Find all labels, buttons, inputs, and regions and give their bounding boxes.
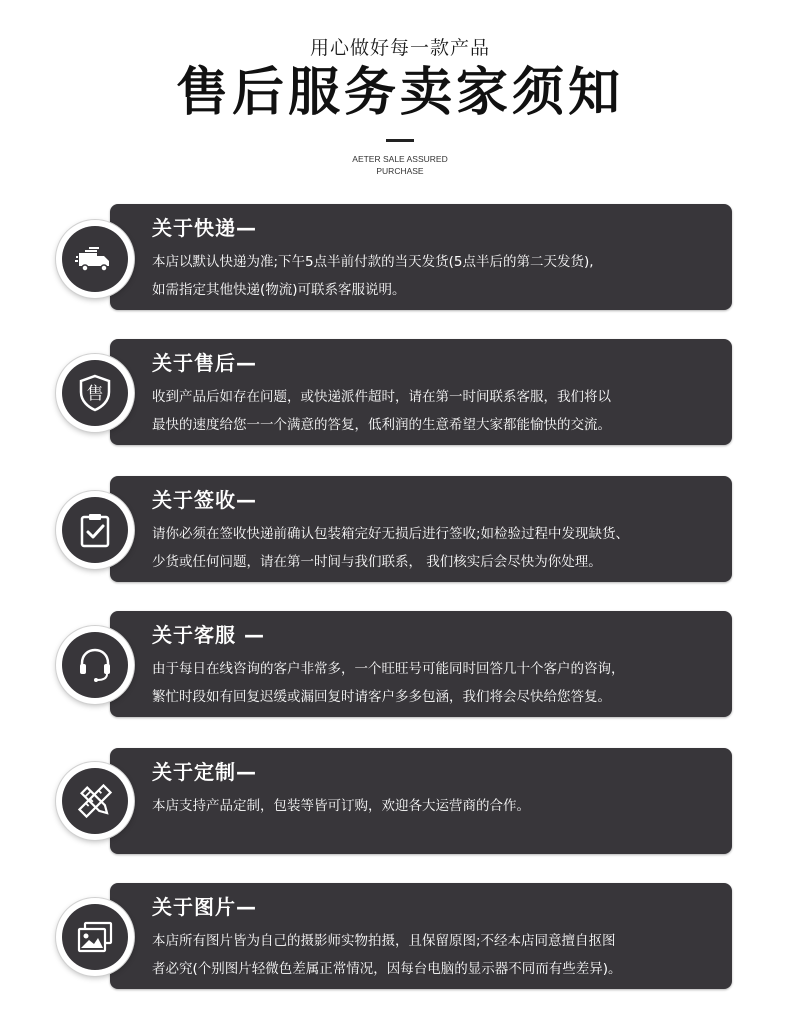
pencil-ruler-icon [56, 762, 134, 840]
image-gallery-icon [75, 917, 115, 957]
pencil-ruler-icon [75, 781, 115, 821]
section-text [152, 655, 722, 711]
section-text [152, 520, 722, 576]
title-divider [386, 139, 414, 142]
shield-glyph: 售 [86, 384, 104, 404]
headset-icon [75, 645, 115, 685]
section-text [152, 792, 722, 820]
section-title: 关于快递— [152, 216, 257, 240]
section-text [152, 383, 722, 439]
section-text-line: 本店所有图片皆为自己的摄影师实物拍摄，且保留原图;不经本店同意擅自抠图 [152, 933, 616, 949]
page-subtitle: 用心做好每一款产品 [309, 37, 490, 59]
section-text [152, 248, 722, 304]
section-title: 关于客服 — [152, 623, 265, 647]
headset-icon [56, 626, 134, 704]
section-text-line: 请你必须在签收快递前确认包装箱完好无损后进行签收;如检验过程中发现缺货、 [152, 526, 630, 542]
shield-icon [56, 354, 134, 432]
section-text [152, 927, 722, 983]
section-title: 关于图片— [152, 895, 257, 919]
section-text-line: 本店以默认快递为准;下午5点半前付款的当天发货(5点半后的第二天发货), [152, 254, 594, 270]
section-text-line: 最快的速度给您一一个满意的答复，低利润的生意希望大家都能愉快的交流。 [152, 417, 611, 433]
english-caption [0, 153, 800, 177]
section-text-line: 如需指定其他快递(物流)可联系客服说明。 [152, 282, 406, 298]
section-card-delivery [110, 204, 732, 310]
section-card-customer-service [110, 611, 732, 717]
page-title: 售后服务卖家须知 [175, 63, 624, 123]
english-caption-line1: AETER SALE ASSURED [352, 154, 448, 164]
section-title: 关于售后— [152, 351, 257, 375]
section-text-line: 收到产品后如存在问题，或快递派件超时，请在第一时间联系客服，我们将以 [152, 389, 611, 405]
section-card-customization [110, 748, 732, 854]
delivery-truck-icon [75, 239, 115, 279]
section-title: 关于签收— [152, 488, 257, 512]
shield-icon [75, 373, 115, 413]
section-text-line: 本店支持产品定制，包装等皆可订购，欢迎各大运营商的合作。 [152, 798, 530, 814]
image-gallery-icon [56, 898, 134, 976]
section-title: 关于定制— [152, 760, 257, 784]
section-text-line: 繁忙时段如有回复迟缓或漏回复时请客户多多包涵，我们将会尽快给您答复。 [152, 689, 611, 705]
section-text-line: 者必究(个别图片轻微色差属正常情况，因每台电脑的显示器不同而有些差异)。 [152, 961, 622, 977]
english-caption-line2: PURCHASE [376, 166, 424, 176]
section-card-after-sale [110, 339, 732, 445]
clipboard-check-icon [75, 510, 115, 550]
section-card-signing [110, 476, 732, 582]
section-text-line: 由于每日在线咨询的客户非常多，一个旺旺号可能同时回答几十个客户的咨询， [152, 661, 625, 677]
section-card-pictures [110, 883, 732, 989]
section-text-line: 少货或任何问题，请在第一时间与我们联系， 我们核实后会尽快为你处理。 [152, 554, 602, 570]
delivery-truck-icon [56, 220, 134, 298]
clipboard-check-icon [56, 491, 134, 569]
